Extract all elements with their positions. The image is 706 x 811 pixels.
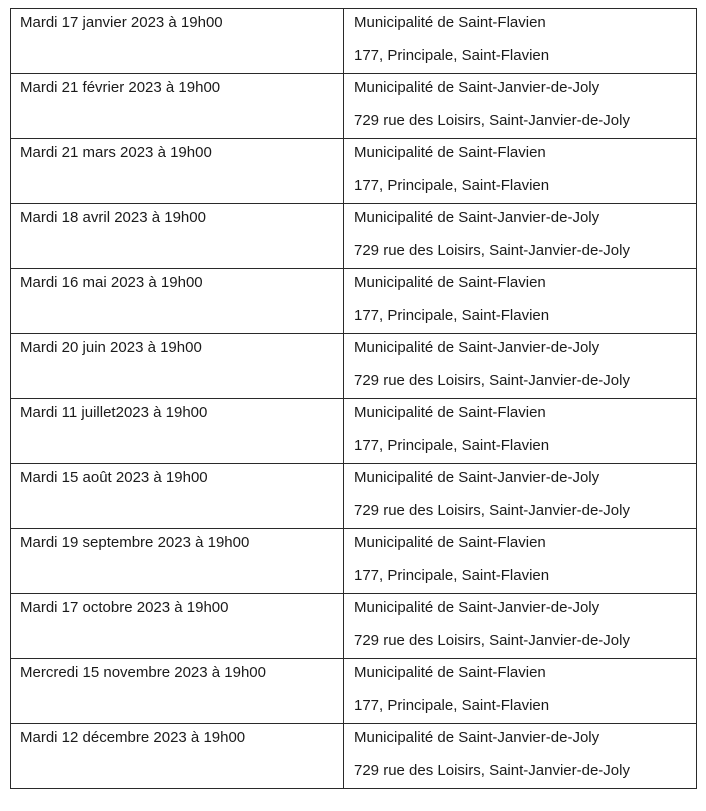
meeting-date: Mardi 21 février 2023 à 19h00 — [20, 79, 221, 96]
meeting-date: Mardi 16 mai 2023 à 19h00 — [20, 274, 203, 291]
location-cell — [344, 334, 697, 399]
location-cell — [344, 594, 697, 659]
venue-name: Municipalité de Saint-Janvier-de-Joly — [354, 79, 600, 96]
date-cell — [11, 9, 344, 74]
venue-name: Municipalité de Saint-Flavien — [354, 274, 546, 291]
meeting-date: Mardi 11 juillet2023 à 19h00 — [20, 404, 208, 421]
table-row — [11, 204, 697, 269]
venue-address: 729 rue des Loisirs, Saint-Janvier-de-Joly — [354, 242, 630, 259]
date-cell — [11, 464, 344, 529]
table-row — [11, 529, 697, 594]
location-cell — [344, 529, 697, 594]
date-cell — [11, 529, 344, 594]
venue-name: Municipalité de Saint-Flavien — [354, 404, 546, 421]
table-row — [11, 464, 697, 529]
table-row — [11, 9, 697, 74]
location-cell — [344, 9, 697, 74]
meeting-date: Mardi 20 juin 2023 à 19h00 — [20, 339, 202, 356]
venue-address: 177, Principale, Saint-Flavien — [354, 177, 550, 194]
venue-address: 177, Principale, Saint-Flavien — [354, 47, 550, 64]
meeting-date: Mardi 21 mars 2023 à 19h00 — [20, 144, 212, 161]
date-cell — [11, 594, 344, 659]
date-cell — [11, 334, 344, 399]
meeting-date: Mercredi 15 novembre 2023 à 19h00 — [20, 664, 266, 681]
venue-address: 177, Principale, Saint-Flavien — [354, 307, 550, 324]
date-cell — [11, 659, 344, 724]
venue-address: 729 rue des Loisirs, Saint-Janvier-de-Joly — [354, 372, 630, 389]
venue-name: Municipalité de Saint-Janvier-de-Joly — [354, 599, 600, 616]
venue-address: 729 rue des Loisirs, Saint-Janvier-de-Joly — [354, 632, 630, 649]
venue-address: 729 rue des Loisirs, Saint-Janvier-de-Joly — [354, 502, 630, 519]
location-cell — [344, 659, 697, 724]
meeting-schedule-table — [10, 8, 697, 789]
table-row — [11, 594, 697, 659]
table-row — [11, 659, 697, 724]
venue-address: 729 rue des Loisirs, Saint-Janvier-de-Joly — [354, 762, 630, 779]
meeting-date: Mardi 18 avril 2023 à 19h00 — [20, 209, 206, 226]
location-cell — [344, 204, 697, 269]
venue-address: 177, Principale, Saint-Flavien — [354, 567, 550, 584]
location-cell — [344, 74, 697, 139]
location-cell — [344, 399, 697, 464]
date-cell — [11, 269, 344, 334]
date-cell — [11, 74, 344, 139]
table-row — [11, 74, 697, 139]
table-row — [11, 269, 697, 334]
venue-address: 729 rue des Loisirs, Saint-Janvier-de-Joly — [354, 112, 630, 129]
table-row — [11, 724, 697, 789]
date-cell — [11, 399, 344, 464]
table-row — [11, 399, 697, 464]
meeting-date: Mardi 19 septembre 2023 à 19h00 — [20, 534, 250, 551]
venue-address: 177, Principale, Saint-Flavien — [354, 437, 550, 454]
venue-name: Municipalité de Saint-Janvier-de-Joly — [354, 469, 600, 486]
venue-name: Municipalité de Saint-Janvier-de-Joly — [354, 729, 600, 746]
venue-name: Municipalité de Saint-Flavien — [354, 144, 546, 161]
meeting-date: Mardi 17 octobre 2023 à 19h00 — [20, 599, 229, 616]
venue-name: Municipalité de Saint-Flavien — [354, 534, 546, 551]
venue-name: Municipalité de Saint-Flavien — [354, 14, 546, 31]
date-cell — [11, 139, 344, 204]
venue-name: Municipalité de Saint-Janvier-de-Joly — [354, 339, 600, 356]
table-row — [11, 139, 697, 204]
date-cell — [11, 724, 344, 789]
meeting-date: Mardi 12 décembre 2023 à 19h00 — [20, 729, 246, 746]
venue-name: Municipalité de Saint-Janvier-de-Joly — [354, 209, 600, 226]
location-cell — [344, 139, 697, 204]
location-cell — [344, 464, 697, 529]
venue-name: Municipalité de Saint-Flavien — [354, 664, 546, 681]
location-cell — [344, 724, 697, 789]
meeting-date: Mardi 17 janvier 2023 à 19h00 — [20, 14, 223, 31]
date-cell — [11, 204, 344, 269]
venue-address: 177, Principale, Saint-Flavien — [354, 697, 550, 714]
meeting-date: Mardi 15 août 2023 à 19h00 — [20, 469, 208, 486]
location-cell — [344, 269, 697, 334]
table-row — [11, 334, 697, 399]
